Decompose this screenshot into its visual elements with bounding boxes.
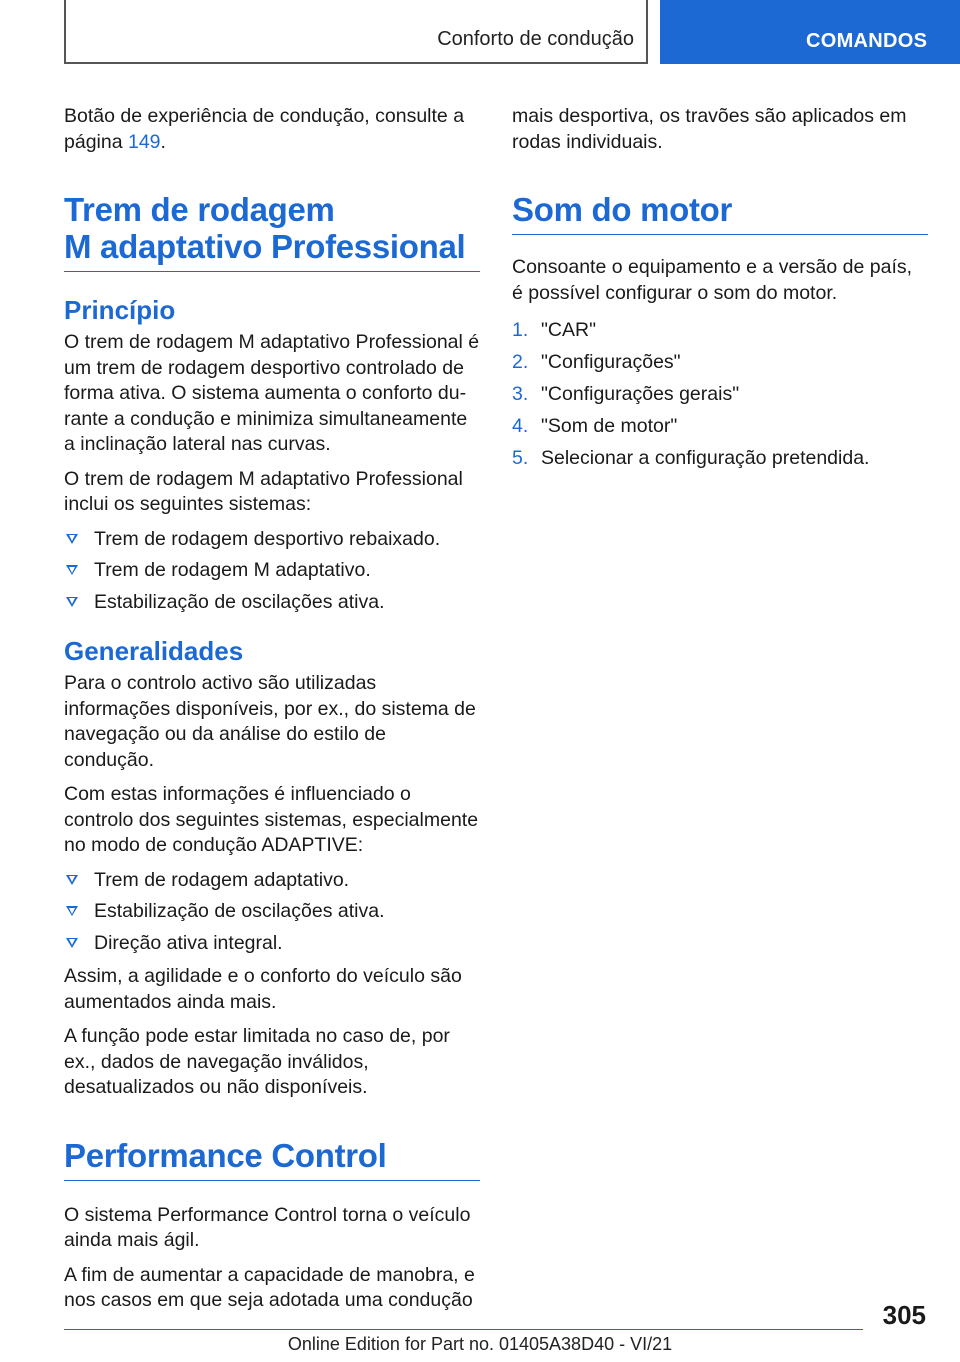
list-item: Estabilização de oscilações ativa.	[64, 590, 480, 616]
triangle-bullet-icon	[66, 597, 78, 607]
paragraph-general-2: Com estas informações é influenciado o controlo dos seguintes sistemas, especialmente no modo de condução ADAPTIVE:	[64, 783, 479, 856]
step-item: 1. "CAR"	[512, 319, 597, 341]
heading-adaptive-suspension: Trem de rodagem M adaptativo Professional	[64, 191, 480, 272]
page-link[interactable]: 149	[127, 130, 161, 153]
steps-list	[512, 318, 928, 472]
step-item: 3. "Configurações gerais"	[512, 383, 740, 405]
heading-engine-sound: Som do motor	[512, 191, 928, 235]
step-item: 2. "Configurações"	[512, 351, 681, 373]
paragraph-agility: Assim, a agilidade e o conforto do veículo são aumentados ainda mais.	[64, 965, 462, 1013]
paragraph-performance-1: O sistema Performance Control torna o veículo ainda mais ágil.	[64, 1203, 471, 1251]
footer-divider	[64, 1329, 863, 1330]
header-section-title: Conforto de condução	[437, 28, 634, 50]
paragraph-performance-2: A fim de aumentar a capacidade de manobra, e nos casos em que seja adotada uma condução	[64, 1263, 475, 1311]
right-column	[512, 104, 928, 478]
heading-performance-control: Performance Control	[64, 1137, 480, 1181]
triangle-bullet-icon	[66, 938, 78, 948]
left-column	[64, 104, 480, 1323]
influenced-systems-list	[64, 868, 480, 957]
heading-principle: Princípio	[64, 295, 176, 325]
footer-edition: Online Edition for Part no. 01405A38D40 - VI/21	[287, 1334, 673, 1354]
list-item: Trem de rodagem adaptativo.	[64, 868, 480, 894]
heading-general: Generalidades	[64, 636, 244, 666]
page-number: 305	[882, 1300, 926, 1330]
paragraph-principle: O trem de rodagem M adaptativo Professional é um trem de rodagem desportivo controlado de forma ativa. O sistema aumenta o conforto durante a condução e minimiza simultaneamente a inclinação lateral nas curvas.	[64, 331, 480, 455]
paragraph-continued: mais desportiva, os travões são aplicados em rodas individuais.	[512, 105, 907, 153]
triangle-bullet-icon	[66, 565, 78, 575]
header-section-box	[64, 0, 648, 64]
paragraph-general-1: Para o controlo activo são utilizadas informações disponíveis, por ex., do sistema de navegação ou da análise do estilo de condução.	[64, 672, 476, 771]
paragraph-systems-intro: O trem de rodagem M adaptativo Professional inclui os seguintes sistemas:	[64, 467, 463, 515]
intro-paragraph: Botão de experiência de condução, consulte a página 149.	[64, 105, 465, 153]
header-chapter-title: COMANDOS	[806, 30, 928, 52]
triangle-bullet-icon	[66, 875, 78, 885]
header-chapter-tab	[660, 0, 960, 64]
list-item: Trem de rodagem desportivo rebaixado.	[64, 527, 480, 553]
list-item: Trem de rodagem M adaptativo.	[64, 558, 480, 584]
step-item: 4. "Som de motor"	[512, 415, 678, 437]
systems-list	[64, 527, 480, 616]
paragraph-engine-sound: Consoante o equipamento e a versão de país, é possível configurar o som do motor.	[512, 256, 913, 304]
triangle-bullet-icon	[66, 534, 78, 544]
triangle-bullet-icon	[66, 906, 78, 916]
list-item: Estabilização de oscilações ativa.	[64, 899, 480, 925]
list-item: Direção ativa integral.	[64, 931, 480, 957]
step-item: 5. Selecionar a configuração pretendida.	[512, 447, 870, 469]
paragraph-limitation: A função pode estar limitada no caso de, por ex., dados de navegação inválidos, desatualizados ou não disponíveis.	[64, 1025, 450, 1098]
